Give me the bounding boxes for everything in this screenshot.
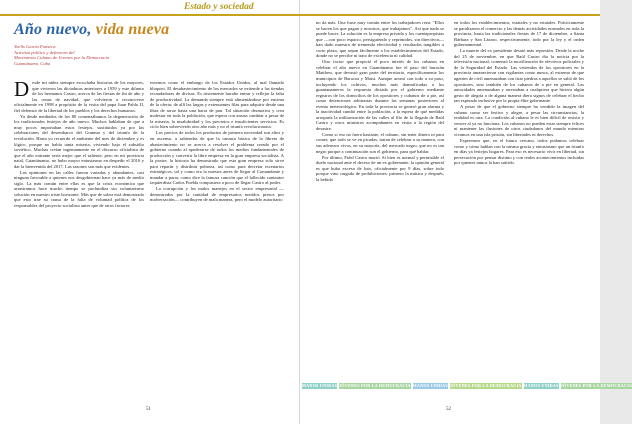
paragraph: A pesar de que el gobierno siempre ha vendido la imagen del cubano como ser festivo y alegre, a pesar las circunstancias, la realidad es otra. La condición al cubano le es bien difícil de resistir y vencer al ya no funciona. Los cubanos no pueden estar siempre felices ni mantener las ilusiones de otros ciudadanos del mundo mientras vivamos en una isla prisión, sin libertades ni derechos.: [454, 104, 584, 137]
ad-banner: JÓVENES POR LA DEMOCRACIA: [339, 383, 411, 388]
paragraph: externos como el embargo de los Estados Unidos, al mal llamado bloqueo. El desabastecimiento de los mercados se extiende a las tiendas recaudadoras de divisas. Es tristemente huraño entrar y reflejar la falta de productividad. La demanda siempre está alimentándose por encima de la oferta; de allí las largas y extenuantes filas para adquirir desde una libra de arroz hasta una barra de pan. Tal situación desmotiva y crea malestar en toda la población, que espera con ansias cambiar a pesar de la miseria, la insalubridad y los precarios e insuficientes servicios. Es ciclo bien sobrevivido otro año más y no el triunfo revolucionario.: [150, 80, 284, 130]
drop-cap: D: [14, 77, 30, 101]
paragraph: Las opiniones en las calles fueron variadas y abundantes, casi ninguna favorable a quienes nos desgobiernan hace ya más de medio siglo. La más común entre ellas es que la crisis económica que arrastramos hace mucho tiempo se profundiza sin voluntarismo solución en nuestro triste horizonte. Más que de sobra está demostrado que esto trae su causa de la falta de voluntad política de los responsables del proyecto socialista antes que de otros factores: [14, 169, 144, 209]
article-title: [14, 21, 169, 39]
column-4: [454, 20, 584, 382]
page-number-left: 51: [146, 407, 151, 412]
left-page: [0, 0, 300, 424]
section-rule: [0, 14, 300, 16]
paragraph: Por último, Fidel Castro murió. Si bien es normal y permisible el duelo nacional ante el deceso de un ex gobernante, la opinión general es que hubo exceso de luto, oficialmente por 9 días, sobre todo porque vino cargado de prohibiciones: primero la música y después, la bebida: [316, 154, 444, 182]
paragraph: Otro factor que propició el poco interés de los cubanos en celebrar el año nuevo en Guantánamo fue el paso del huracán Matthew, que devastó gran parte del territorio, específicamente los municipios de Baracoa y Maisí. Aunque arrasó con todo a su paso, incluyendo los cultivos, muchas más damnificadas a los guantanameros la respuesta dictada por el gobierno mediante registros de los domicilios de los opositores y cubanos de a pie, así como detenciones arbitrarias durante las semanas posteriores al evento meteorológico. En toda la provincia se generó gran alarma y la inactividad cundió entre la población, a la espera de qué medidas arroparía la militarización de las calles al filo de la llegada de Raúl Castro y otros ministros acompañantes en visita a la región del desastre.: [316, 59, 444, 131]
paragraph: La muerte del ex presidente desató más represión. Desde la noche del 25 de noviembre, en que Raúl Castro dio la noticia por la televisión nacional, comenzó la movilización de efectivos policiales y de la Seguridad del Estado. Las viviendas de los opositores en la provincia amanecieron con vigilantes como nunca, al extremo de que agentes de civil amenazaban con tirar piedras a aquellos se salió de los opositores, sino también de los cubanos de a pie en general. Las autoridades amenazaban y arrestaban a cualquiera que hiciera algún gesto de alegría o de alguna manera diera signos de celebrar el hecho tan esperado inclusive por la propia élite gobernante.: [454, 48, 584, 104]
paragraph: Desde mi niñez siempre escuchaba historias de los mayores, que vivieron las dictaduras anteriores a 1959 y este difunto de los hermanos Castro, acerca de las fiestas de fin de año y las cenas de navidad, que volvieron a reconocerse oficialmente en 1998 a propósito de la visita del papa Juan Pablo II, fiel defensor de la libertad de los pueblos y los derechos humanos.: [14, 77, 144, 113]
column-2: [150, 80, 284, 380]
ad-banner: JÓVENES POR LA DEMOCRACIA: [449, 383, 522, 388]
byline-author: Yoelis García Fonseca: [14, 44, 56, 49]
title-main: Año nuevo,: [14, 21, 92, 38]
ad-banner: MANOS UNIDAS: [523, 383, 559, 388]
ad-banner: JÓVENES POR LA DEMOCRACIA: [560, 383, 632, 388]
byline-org: Movimiento Cubano de Jóvenes por la Democracia: [14, 55, 109, 61]
paragraph: en todos los establecimientos, estatales y no estatales. Prácticamente se paralizaron el comercio y las demás actividades normales en toda la provincia, hasta las tradicionales fiestas de 17 de diciembre, a Santa Bárbara y San Lázaro, respectivamente, todo por la ley y el orden gubernamental.: [454, 20, 584, 48]
paragraph: no da más. Una frase muy común entre los trabajadores reza: "Ellos se hacen los que pagan y nosotros, que trabajamos". Así que nada se puede hacer. La solución es la empresa privada y los cuentapropistas que —con poco espacio, persiguiendo y reprimidos, sin directivos— han dado muestra de tremenda efectividad y resultados tangibles a corto plazo, que sepan fácilmente a los establecimientos del Estado, donde no se percibe ni trato de excelencia ni calidad.: [316, 20, 444, 59]
byline-location: Guantánamo, Cuba: [14, 60, 51, 66]
page-number-right: 52: [446, 407, 451, 412]
ad-strip: [302, 383, 632, 389]
section-rule: [300, 14, 600, 16]
paragraph: Los precios de todos los productos de primera necesidad son altos y en ascenso, a sabiendas de que la canasta básica de la libreta de abastecimiento no se acerca a resolver el problema creado por el gobierno cuando al apoderarse de todos los medios fundamentales de producción y convertir la libre empresa en la gran empresa socialista. A la postre, la historia ha demostrado que esta gran empresa solo sirve para repartir y distribuir pobreza, así como para decretar escenarios estratégicos, tal y como era la nuestra antes de llegar al Comandante y mandar a parar, como dice la famosa canción que el fallecido cantautor izquierdista Carlos Puebla compusiera a poco de llegar Castro al poder.: [150, 130, 284, 186]
section-header: Estado y sociedad: [184, 2, 254, 12]
title-accent: vida nueva: [95, 21, 170, 38]
paragraph: Ya desde mediados de los 80 comenzábamos la degeneración de los tradicionales festejos de año nuevo. Muchos hablaban de que a muy pocos importaban estos festejos, sustituidos ya por las celebraciones del desembarco del Granma y del triunfo de la revolución. Hasta yo recuerdo el ambiente del mes de diciembre y es lógico, porque no había tanta miseria, viviendo bajo el subsidio soviético. Muchas creían ingenuamente en el discurso oficialista de que el año entrante sería mejor que el saliente, pero en mi provincia natal, Guantánamo, no hubo mayor entusiasmo en despedir el 2016 y dar la bienvenida del 2017. Las razones son más que evidentes.: [14, 113, 144, 169]
ad-banner: MANOS UNIDAS: [412, 383, 448, 388]
column-3: [316, 20, 444, 382]
byline-role: Activista político y defensora del: [14, 49, 75, 55]
ad-banner: MANOS UNIDAS: [302, 383, 338, 388]
byline: [14, 44, 164, 66]
right-page: [300, 0, 600, 424]
paragraph: La corrupción y los malos manejos en el sector empresarial —demostrados por la cantidad de empresarios metidos presos por malversación— contribuyen de mala manera, pero el modelo autoritario: [150, 186, 284, 203]
paragraph: Esperemos que, en el futuro cercano, todos podamos celebrar como y cómo hablan con la misma gracia y entusiasmo que un triunfo en días ya festejos hogares. Para eso es necesario vivir en libertad, sin persecución por pensar distinto y con reales acontecimientos incluidas por quienes nunca la han sufrido.: [454, 137, 584, 166]
paragraph: Como si eso no fuera bastante, el cubano, sin tener dinero ni para comer, que todo se ve en picadas, tratan de celebrar a su manera, con sus aderezos vivos, en su mayoría, del mercado negro, que no es tan negro porque a continuación son el gobierno, para qué hablar.: [316, 131, 444, 154]
column-1: [14, 77, 144, 380]
